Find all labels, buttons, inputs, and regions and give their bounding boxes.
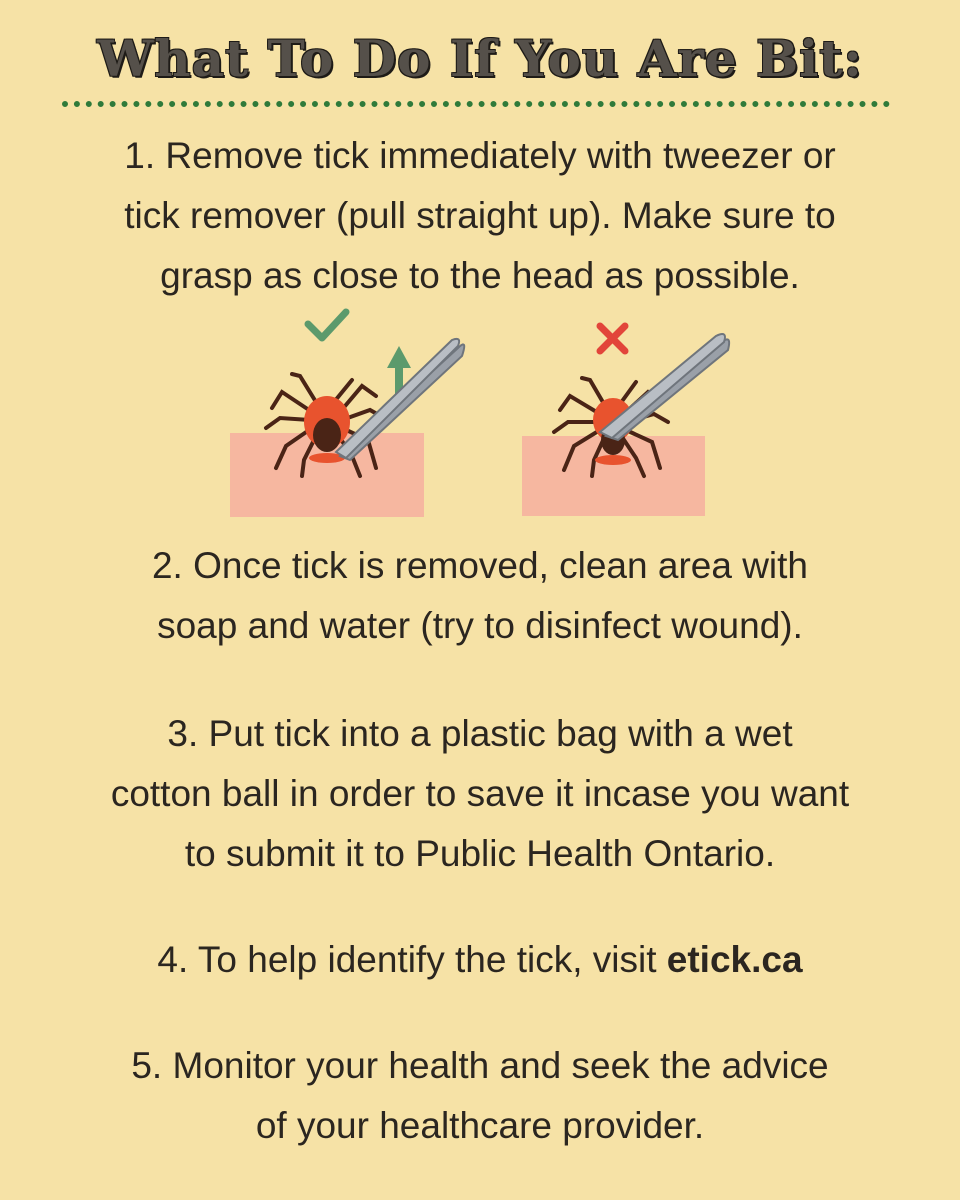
step-1-line-3: grasp as close to the head as possible.: [160, 255, 800, 296]
step-3-line-2: cotton ball in order to save it incase you want: [110, 773, 850, 814]
incorrect-method-figure: [522, 326, 729, 516]
step-2: [40, 536, 920, 656]
step-3-line-1: 3. Put tick into a plastic bag with a wet: [167, 713, 793, 754]
step-1: [40, 126, 920, 306]
etick-link[interactable]: etick.ca: [666, 939, 803, 980]
step-1-line-1: 1. Remove tick immediately with tweezer or: [124, 135, 836, 176]
checkmark-icon: [308, 312, 346, 338]
step-4: [40, 930, 920, 990]
tick-removal-illustration: [200, 300, 760, 530]
step-3-line-3: to submit it to Public Health Ontario.: [184, 833, 776, 874]
step-4-line-1: [40, 930, 920, 990]
page-title: What To Do If You Are Bit:: [97, 29, 863, 88]
dotted-divider: [62, 101, 890, 107]
step-3: [40, 704, 920, 884]
step-5-line-1: 5. Monitor your health and seek the advice: [131, 1045, 829, 1086]
step-2-line-2: soap and water (try to disinfect wound).: [157, 605, 803, 646]
step-4-prefix: 4. To help identify the tick, visit: [157, 939, 667, 980]
x-mark-icon: [600, 326, 625, 351]
step-1-line-2: tick remover (pull straight up). Make sure to: [124, 195, 836, 236]
step-5: [40, 1036, 920, 1156]
correct-method-figure: [230, 312, 464, 517]
bite-mark-right: [595, 455, 631, 465]
step-5-line-2: of your healthcare provider.: [255, 1105, 705, 1146]
tick-head-left: [313, 418, 341, 452]
step-2-line-1: 2. Once tick is removed, clean area with: [151, 545, 808, 586]
